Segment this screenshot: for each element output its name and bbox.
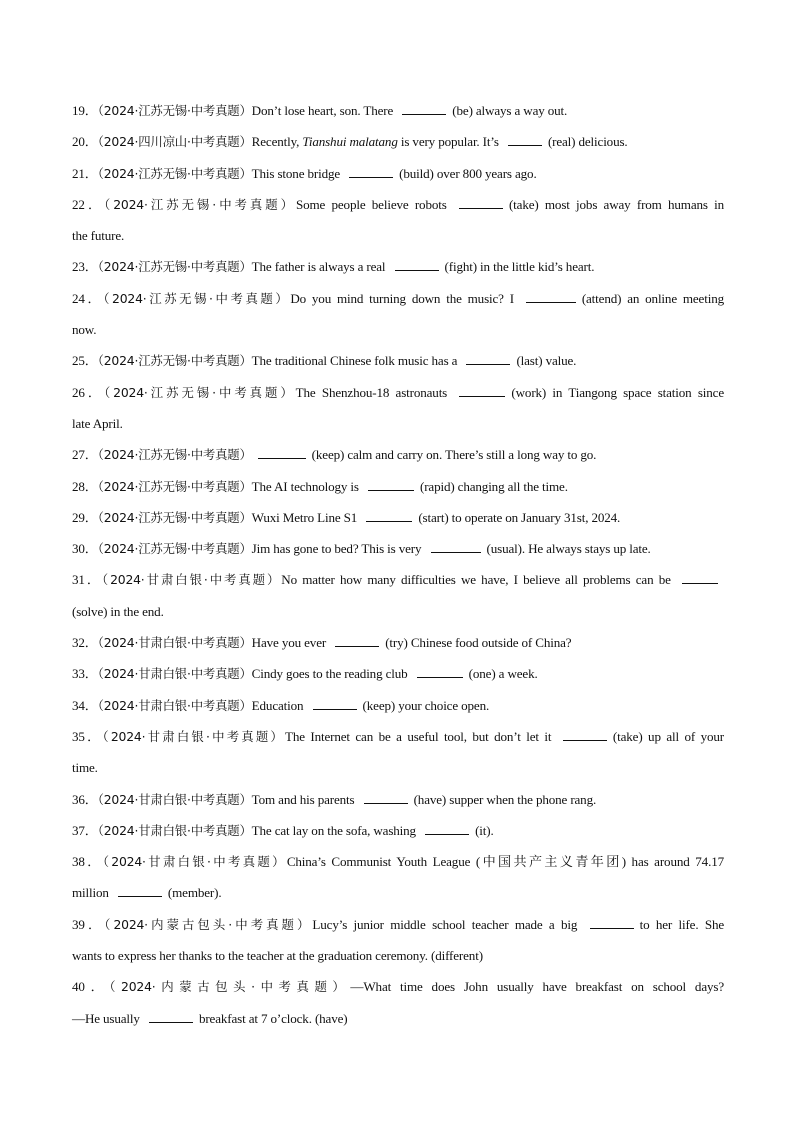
question-text: (have) supper when the phone rang. (413, 791, 597, 807)
question-22-continuation (72, 225, 724, 256)
question-text: —What time does John usually have breakfast on school days? (350, 979, 724, 995)
question-text: time. (72, 760, 98, 776)
question-text: (take) most jobs away from humans in (508, 196, 725, 212)
question-number: 27． (72, 447, 98, 463)
question-31 (72, 569, 724, 600)
question-25 (72, 350, 724, 381)
question-text: The Shenzhou-18 astronauts (295, 384, 448, 400)
question-text: (real) delicious. (547, 134, 628, 150)
question-source: （2024·江苏无锡·中考真题） (104, 196, 296, 212)
question-number: 37． (72, 822, 98, 838)
answer-blank[interactable] (313, 695, 357, 710)
question-number: 40． (72, 979, 110, 995)
question-text: Lucy’s junior middle school teacher made a big (312, 916, 578, 932)
question-number: 22． (72, 196, 105, 212)
question-text: (one) a week. (468, 666, 538, 682)
question-text: Recently, (251, 134, 300, 150)
question-source: （2024·甘肃白银·中考真题） (97, 822, 252, 838)
question-source: （2024·江苏无锡·中考真题） (97, 353, 252, 369)
question-source: （2024·江苏无锡·中考真题） (104, 384, 296, 400)
question-26 (72, 382, 724, 413)
question-38 (72, 851, 724, 882)
question-text: The AI technology is (251, 478, 359, 494)
question-24-continuation (72, 319, 724, 350)
question-text: (keep) your choice open. (362, 697, 490, 713)
question-text: (build) over 800 years ago. (399, 165, 537, 181)
answer-blank[interactable] (366, 507, 412, 522)
question-source: （2024·四川凉山·中考真题） (97, 134, 252, 150)
question-text: to her life. She (639, 916, 725, 932)
answer-blank[interactable] (431, 538, 481, 553)
answer-blank[interactable] (425, 820, 469, 835)
question-text: Wuxi Metro Line S1 (251, 509, 358, 525)
question-source: （2024·甘肃白银·中考真题） (102, 854, 287, 870)
question-31-continuation (72, 601, 724, 632)
answer-blank[interactable] (590, 914, 634, 929)
question-text: Do you mind turning down the music? I (290, 290, 514, 306)
answer-blank[interactable] (459, 194, 503, 209)
question-text: is very popular. It’s (400, 134, 499, 150)
question-text: (start) to operate on January 31st, 2024. (418, 509, 621, 525)
question-text: Tianshui malatang (302, 134, 398, 150)
question-number: 28． (72, 478, 98, 494)
question-number: 32． (72, 635, 98, 651)
question-source: （2024·江苏无锡·中考真题） (103, 290, 291, 306)
question-source: （2024·内蒙古包头·中考真题） (104, 916, 313, 932)
question-21 (72, 163, 724, 194)
question-source: （2024·内蒙古包头·中考真题） (109, 979, 351, 995)
question-19 (72, 100, 724, 131)
question-text: breakfast at 7 o’clock. (have) (198, 1010, 348, 1026)
answer-blank[interactable] (395, 256, 439, 271)
question-24 (72, 288, 724, 319)
question-text: The Internet can be a useful tool, but don’t let it (284, 728, 552, 744)
question-text: (attend) an online meeting (581, 290, 724, 306)
question-35 (72, 726, 724, 757)
question-number: 33． (72, 666, 98, 682)
question-text: China’s Communist Youth League (中国共产主义青年团) has around 74.17 (286, 854, 724, 870)
question-text: Don’t lose heart, son. There (251, 103, 394, 118)
question-text: Some people believe robots (295, 196, 447, 212)
question-source: （2024·甘肃白银·中考真题） (97, 666, 252, 682)
answer-blank[interactable] (368, 476, 414, 491)
question-text: (take) up all of your (612, 728, 725, 744)
question-40 (72, 976, 724, 1007)
question-20 (72, 131, 724, 162)
question-37 (72, 820, 724, 851)
question-29 (72, 507, 724, 538)
question-38-continuation (72, 882, 724, 913)
question-source: （2024·甘肃白银·中考真题） (97, 791, 252, 807)
question-number: 38． (72, 854, 103, 870)
answer-blank[interactable] (118, 882, 162, 897)
question-34 (72, 695, 724, 726)
question-source: （2024·江苏无锡·中考真题） (97, 259, 252, 275)
question-text: —He usually (72, 1010, 140, 1026)
question-26-continuation (72, 413, 724, 444)
question-text: (usual). He always stays up late. (486, 541, 651, 557)
question-number: 25． (72, 353, 98, 369)
question-text: (work) in Tiangong space station since (511, 384, 724, 400)
question-text: (try) Chinese food outside of China? (385, 635, 572, 651)
question-text: (member). (167, 885, 222, 901)
question-text: (last) value. (516, 353, 577, 369)
question-text: (fight) in the little kid’s heart. (444, 259, 595, 275)
question-28 (72, 476, 724, 507)
question-source: （2024·江苏无锡·中考真题） (97, 541, 252, 557)
answer-blank[interactable] (682, 569, 718, 584)
question-text: Cindy goes to the reading club (251, 666, 408, 682)
question-23 (72, 256, 724, 287)
question-text: Jim has gone to bed? This is very (251, 541, 422, 557)
question-source: （2024·甘肃白银·中考真题） (97, 697, 252, 713)
answer-blank[interactable] (402, 100, 446, 115)
answer-blank[interactable] (508, 131, 542, 146)
answer-blank[interactable] (459, 382, 505, 397)
question-source: （2024·甘肃白银·中考真题） (101, 572, 282, 588)
question-35-continuation (72, 757, 724, 788)
question-source: （2024·江苏无锡·中考真题） (97, 478, 252, 494)
question-number: 24． (72, 290, 104, 306)
answer-blank[interactable] (149, 1008, 193, 1023)
answer-blank[interactable] (258, 444, 306, 459)
question-text: million (72, 885, 109, 901)
question-text: now. (72, 322, 97, 338)
answer-blank[interactable] (563, 726, 607, 741)
question-text: No matter how many difficulties we have, I believe all problems can be (281, 572, 671, 588)
question-number: 19． (72, 103, 98, 118)
question-source: （2024·江苏无锡·中考真题） (97, 103, 252, 118)
answer-blank[interactable] (364, 789, 408, 804)
question-number: 29． (72, 509, 98, 525)
answer-blank[interactable] (466, 350, 510, 365)
question-source: （2024·甘肃白银·中考真题） (102, 728, 285, 744)
question-text: The cat lay on the sofa, washing (251, 822, 416, 838)
question-text: This stone bridge (251, 165, 341, 181)
question-40-continuation (72, 1008, 724, 1039)
question-number: 23． (72, 259, 98, 275)
question-22 (72, 194, 724, 225)
question-text: Education (251, 697, 304, 713)
question-30 (72, 538, 724, 569)
question-text: Have you ever (251, 635, 327, 651)
question-32 (72, 632, 724, 663)
question-text: (solve) in the end. (72, 603, 164, 619)
answer-blank[interactable] (349, 163, 393, 178)
question-source: （2024·江苏无锡·中考真题） (97, 509, 252, 525)
question-source: （2024·江苏无锡·中考真题） (97, 165, 252, 181)
question-number: 30． (72, 541, 98, 557)
question-text: wants to express her thanks to the teacher at the graduation ceremony. (different) (72, 948, 483, 964)
question-number: 34． (72, 697, 98, 713)
question-text: (keep) calm and carry on. There’s still a long way to go. (311, 447, 597, 463)
question-36 (72, 789, 724, 820)
question-39-continuation (72, 945, 724, 976)
question-33 (72, 663, 724, 694)
question-number: 21． (72, 165, 98, 181)
question-text: the future. (72, 228, 125, 244)
question-text: The father is always a real (251, 259, 386, 275)
question-text: (rapid) changing all the time. (419, 478, 568, 494)
question-27 (72, 444, 724, 475)
answer-blank[interactable] (417, 663, 463, 678)
question-text: (it). (475, 822, 494, 838)
question-number: 39． (72, 916, 105, 932)
answer-blank[interactable] (526, 288, 576, 303)
question-source: （2024·甘肃白银·中考真题） (97, 635, 252, 651)
question-text: The traditional Chinese folk music has a (251, 353, 458, 369)
question-number: 26． (72, 384, 105, 400)
question-text: late April. (72, 415, 123, 431)
question-source: （2024·江苏无锡·中考真题） (97, 447, 252, 463)
question-number: 31． (72, 572, 102, 588)
question-number: 35． (72, 728, 103, 744)
question-39 (72, 914, 724, 945)
question-list (72, 100, 724, 1039)
question-text: (be) always a way out. (452, 103, 568, 118)
question-text: Tom and his parents (251, 791, 355, 807)
question-number: 20． (72, 134, 98, 150)
answer-blank[interactable] (335, 632, 379, 647)
question-number: 36． (72, 791, 98, 807)
